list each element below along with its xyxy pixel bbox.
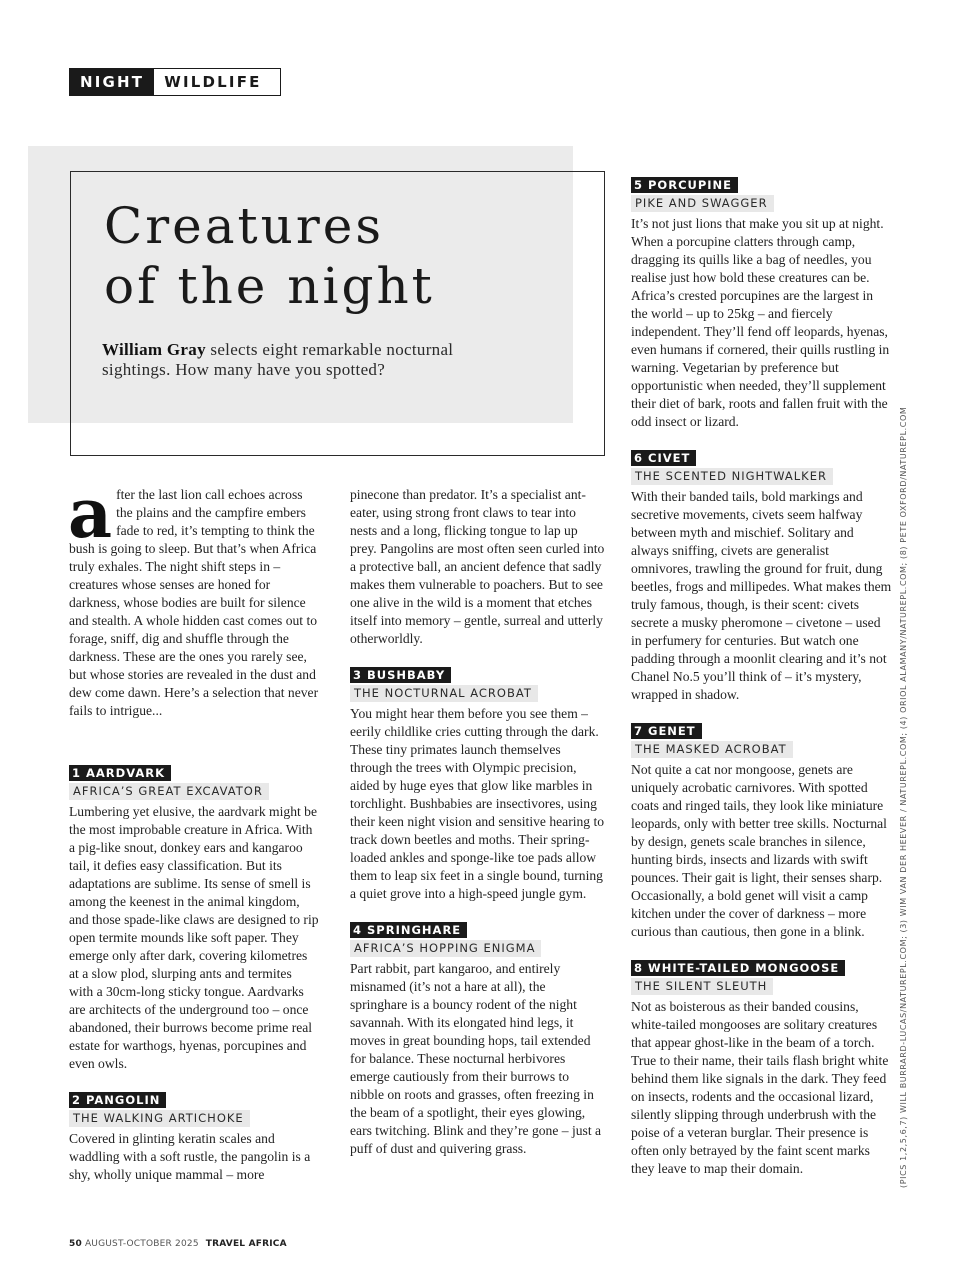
section-aardvark	[69, 764, 319, 1073]
section-number: 8 WHITE-TAILED MONGOOSE	[631, 960, 845, 976]
section-springhare	[350, 921, 605, 1158]
section-civet	[631, 449, 893, 704]
section-body: With their banded tails, bold markings and secretive movements, civets seem halfway between myth and mischief. Solitary and always sniffing, civets are generalist omnivores, trawling the ground for fruit, dung beetles, frogs and millipedes. What makes them truly famous, though, is their scent: civets secrete a musky pheromone – civetone – used in perfumery for centuries. But watch one padding through a moonlit clearing and it’s not Chanel No.5 you’ll think of – it’s mystery, wrapped in shadow.	[631, 489, 892, 702]
section-tag-wildlife: WILDLIFE	[154, 69, 279, 95]
title-line-1: Creatures	[104, 197, 385, 255]
section-number: 3 BUSHBABY	[350, 667, 451, 683]
section-subtitle: AFRICA’S GREAT EXCAVATOR	[69, 783, 269, 800]
section-number: 7 GENET	[631, 723, 702, 739]
section-subtitle: THE SCENTED NIGHTWALKER	[631, 468, 833, 485]
section-subtitle: PIKE AND SWAGGER	[631, 195, 774, 212]
title-line-2: of the night	[104, 257, 435, 315]
section-body: It’s not just lions that make you sit up at night. When a porcupine clatters through camp, dragging its quills like a bag of needles, you realise just how bold these creatures can be. Africa’s crested porcupines are the largest in the world – up to 25kg – and fiercely independent. They’ll fend off leopards, hyenas, even humans if cornered, their quills rustling in warning. Vegetarian by preference but opportunistic when needed, they’ll supplement their diet of bark, roots and fallen fruit with the odd insect or lizard.	[631, 216, 890, 429]
intro-text: fter the last lion call echoes across the plains and the campfire embers fade to red, it’s tempting to think the bush is going to sleep. But that’s when Africa truly exhales. The night shift steps in – creatures whose senses are honed for darkness, whose bodies are built for silence and stealth. A whole hidden cast comes out to forage, sniff, dig and shuffle through the darkness. These are the ones you rarely see, but whose stories are revealed in the dust and dew come dawn. Here’s a selection that never fails to intrigue...	[69, 487, 319, 718]
intro-paragraph	[68, 474, 319, 720]
section-number: 4 SPRINGHARE	[350, 922, 467, 938]
section-number: 1 AARDVARK	[69, 765, 171, 781]
section-body: Not as boisterous as their banded cousins, white-tailed mongooses are solitary creatures that appear ghost-like in the beam of a torch. True to their name, their tails flash bright white behind them like signals in the dark. They feed on insects, rodents and the occasional lizard, silently slipping through underbrush with the poise of a veteran burglar. Their presence is often only betrayed by the faint scent marks they leave to map their domain.	[631, 999, 889, 1176]
column-2	[350, 486, 605, 1158]
magazine-name: TRAVEL AFRICA	[205, 1239, 287, 1249]
section-white-tailed-mongoose	[631, 959, 893, 1178]
page-title	[104, 196, 435, 316]
section-body: Part rabbit, part kangaroo, and entirely misnamed (it’s not a hare at all), the springhare is a bouncy rodent of the night savannah. With its elongated hind legs, it moves in great bounding hops, tail extended for balance. These nocturnal herbivores emerge cautiously from their burrows to nibble on roots and grasses, often freezing in the beam of a spotlight, their eyes glowing, ears twitching. Blink and they’re gone – just a puff of dust and quivering grass.	[350, 961, 602, 1156]
section-subtitle: THE WALKING ARTICHOKE	[69, 1110, 250, 1127]
section-body: Covered in glinting keratin scales and waddling with a soft rustle, the pangolin is a shy, wholly unique mammal – more	[69, 1131, 311, 1182]
section-number: 6 CIVET	[631, 450, 696, 466]
dropcap: a	[68, 474, 113, 554]
section-body: You might hear them before you see them – eerily childlike cries cutting through the dark. These tiny primates launch themselves through the trees with Olympic precision, aided by huge eyes that glow like marbles in torchlight. Bushbabies are insectivores, using their keen night vision and sensitive hearing to track down beetles and moths. Their spring-loaded ankles and sponge-like toe pads allow them to leap six feet in a single bound, turning a quiet grove into a high-speed jungle gym.	[350, 706, 605, 901]
author-name: William Gray	[102, 340, 206, 359]
section-subtitle: AFRICA’S HOPPING ENIGMA	[350, 940, 541, 957]
issue-date: AUGUST-OCTOBER 2025	[84, 1239, 199, 1249]
section-body: Not quite a cat nor mongoose, genets are uniquely acrobatic carnivores. With spotted coats and ringed tails, they look like miniature leopards, only with better tree skills. Nocturnal by design, genets scale branches in silence, hunting birds, insects and lizards with swift pounces. Their gait is light, their senses sharp. Occasionally, a bold genet will visit a camp kitchen under the cover of darkness – more curious than cautious, then gone in a blink.	[631, 762, 887, 939]
section-number: 5 PORCUPINE	[631, 177, 738, 193]
photo-credit: (PICS 1,2,5,6,7) WILL BURRARD-LUCAS/NATUREPL.COM; (3) WIM VAN DER HEEVER / NATUREPL.COM; (4) ORIOL ALAMANY/NATUREPL.COM; (8) PETE OXFORD/NATUREPL.COM	[899, 406, 908, 1188]
column-3	[631, 176, 893, 1178]
page-number: 50	[69, 1239, 82, 1249]
pangolin-continued: pinecone than predator. It’s a specialist ant-eater, using strong front claws to tear into nests and a long, flicking tongue to lap up prey. Pangolins are most often seen curled into a protective ball, an ancient defence that sadly makes them vulnerable to poachers. But to see one alive in the wild is a moment that etches itself into memory – gentle, surreal and utterly otherworldly.	[350, 487, 605, 646]
section-tag	[69, 68, 281, 96]
section-subtitle: THE MASKED ACROBAT	[631, 741, 793, 758]
section-subtitle: THE NOCTURNAL ACROBAT	[350, 685, 538, 702]
section-pangolin	[69, 1091, 319, 1184]
section-porcupine	[631, 176, 893, 431]
standfirst-text: selects eight remarkable nocturnal sightings. How many have you spotted?	[102, 340, 454, 379]
section-bushbaby	[350, 666, 605, 903]
section-body: Lumbering yet elusive, the aardvark might be the most improbable creature in Africa. With a pig-like snout, donkey ears and kangaroo tail, it defies easy classification. But its adaptations are sublime. Its sense of smell is among the keenest in the animal kingdom, and those spade-like claws are designed to rip open termite mounds like soft paper. They emerge only after dark, covering kilometres at a slow plod, slurping ants and termites with a 30cm-long sticky tongue. Aardvarks are architects of the underground too – once abandoned, their burrows become prime real estate for warthogs, hyenas, porcupines and even owls.	[69, 804, 319, 1071]
section-tag-night: NIGHT	[70, 69, 154, 95]
column-1	[68, 474, 319, 1184]
section-number: 2 PANGOLIN	[69, 1092, 166, 1108]
section-genet	[631, 722, 893, 941]
section-subtitle: THE SILENT SLEUTH	[631, 978, 773, 995]
page-footer	[69, 1239, 287, 1249]
standfirst	[102, 340, 512, 380]
